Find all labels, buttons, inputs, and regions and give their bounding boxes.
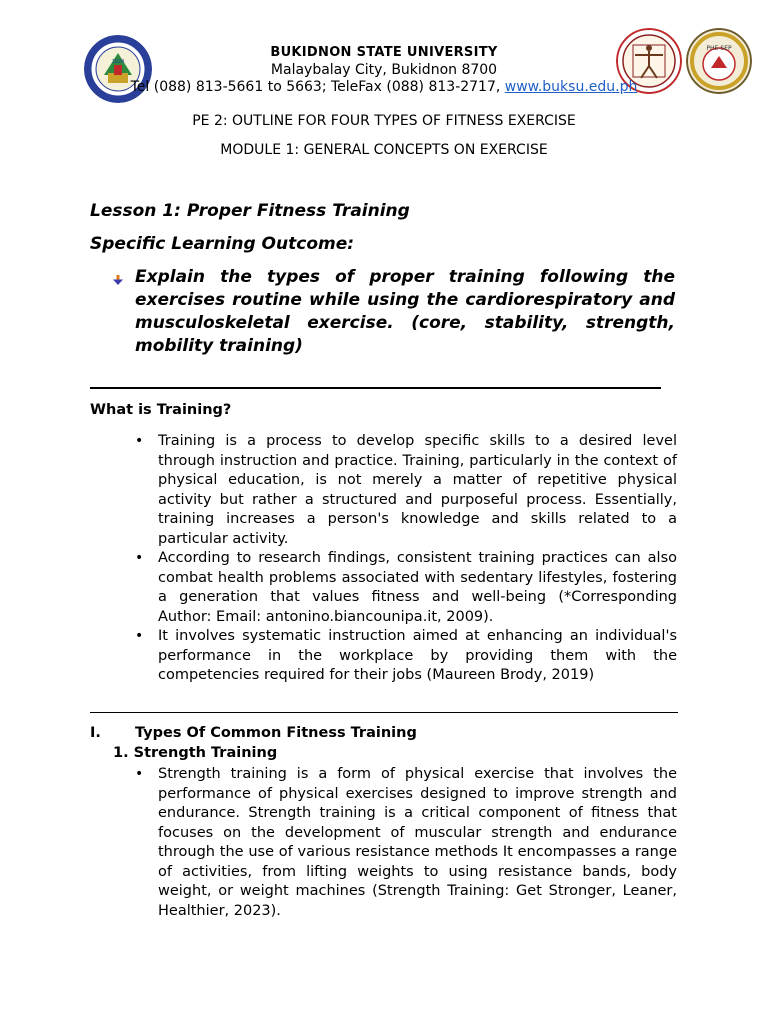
university-contact [120,79,648,95]
what-is-training-heading: What is Training? [90,402,232,418]
learning-outcome-text: Explain the types of proper training following the exercises routine while using the cardiorespiratory and musculoskeletal exercise. (core, stability, strength, mobility training) [135,267,675,356]
department-logo-text: PHE-SEP [706,45,732,52]
contact-numbers: Tel (088) 813-5661 to 5663; TeleFax (088) 813-2717, [130,79,505,95]
arrow-bullet-icon [113,275,123,285]
section-divider [90,712,678,713]
university-address: Malaybalay City, Bukidnon 8700 [270,62,498,78]
section-number: I. [90,725,101,741]
list-item: • Training is a process to develop specific skills to a desired level through instruction and practice. Training, particularly in the context of physical education, is not merely a matter of repetitive physical activity but rather a structured and purposeful process. Essentially, training increases a person's knowledge and skills related to a particular activity. [135,432,677,549]
lesson-title: Lesson 1: Proper Fitness Training [90,201,410,221]
section-title: Types Of Common Fitness Training [135,725,417,741]
university-name: BUKIDNON STATE UNIVERSITY [270,45,498,60]
strength-training-list [135,765,677,921]
section-divider [90,387,661,389]
seal-year-text: 1924 [111,59,125,65]
subsection-title: 1. Strength Training [113,745,278,761]
course-title: PE 2: OUTLINE FOR FOUR TYPES OF FITNESS EXERCISE [192,113,576,129]
department-seal-logo [686,28,752,94]
training-points-list [135,432,677,686]
list-item: • It involves systematic instruction aimed at enhancing an individual's performance in the workplace by providing them with the competencies required for their jobs (Maureen Brody, 2019) [135,627,677,686]
list-item: • According to research findings, consistent training practices can also combat health problems associated with sedentary lifestyles, fostering a generation that values fitness and well-being (*Corresponding Author: Email: antonino.biancounipa.it, 2009). [135,549,677,627]
website-link[interactable]: www.buksu.edu.ph [504,79,638,95]
list-item: • Strength training is a form of physical exercise that involves the performance of physical exercises designed to improve strength and endurance. Strength training is a critical component of fitness that focuses on the development of muscular strength and endurance through the use of various resistance methods It encompasses a range of activities, from lifting weights to using resistance bands, body weight, or weight machines (Strength Training: Get Stronger, Leaner, Healthier, 2023). [135,765,677,921]
module-title: MODULE 1: GENERAL CONCEPTS ON EXERCISE [220,142,548,158]
learning-outcome-heading: Specific Learning Outcome: [90,234,355,254]
